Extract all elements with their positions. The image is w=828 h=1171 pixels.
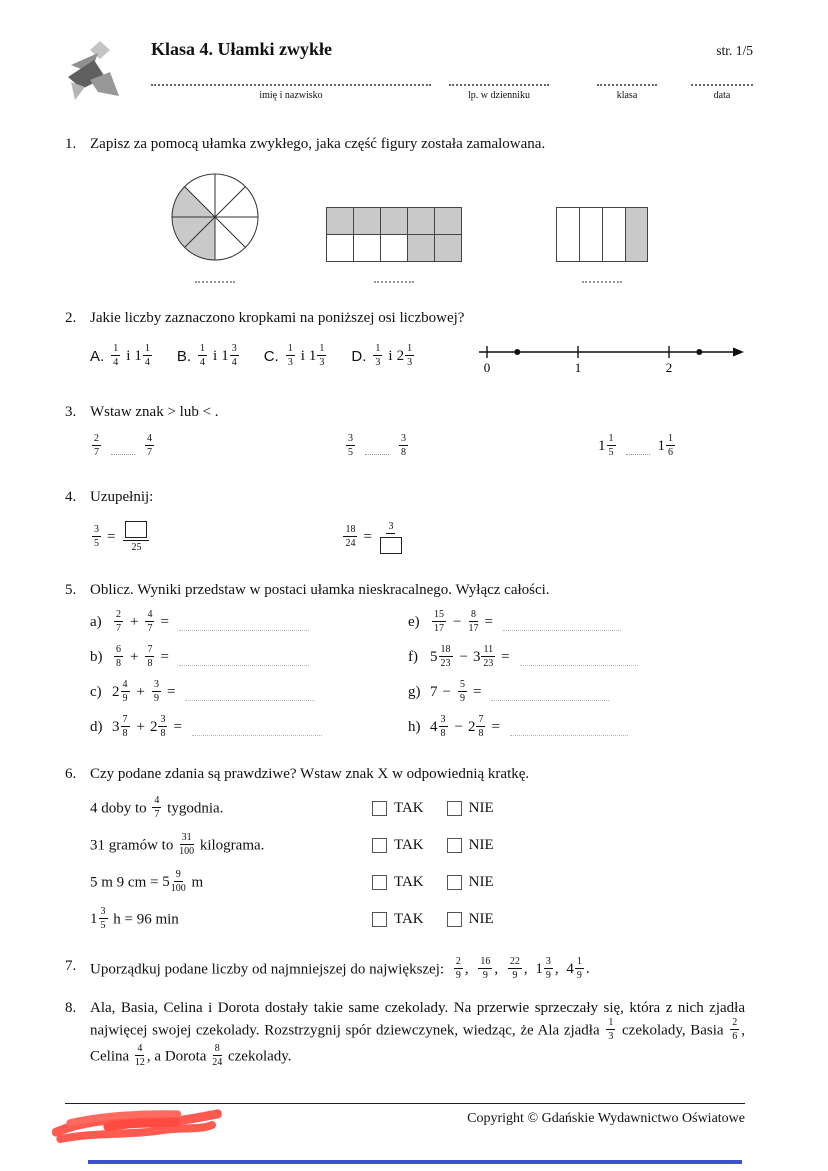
operator: − — [459, 649, 468, 666]
mixed-number: 1 $\frac{1}{3}$ — [308, 342, 325, 368]
journal-field-label: lp. w dzienniku — [468, 90, 530, 102]
tak-checkbox[interactable] — [372, 912, 387, 927]
nie-label: NIE — [468, 910, 494, 927]
fraction: $\frac{2}{9}$ — [455, 955, 461, 981]
answer-options — [90, 344, 416, 370]
exercise-h: h) 4 $\frac{3}{8}$ − 2 $\frac{7}{8}$ = — [408, 715, 726, 741]
number-item: 1 $\frac{3}{9}$ , — [535, 955, 559, 981]
fraction: $\frac{5}{9}$ — [459, 679, 465, 704]
nie-checkbox[interactable] — [447, 838, 462, 853]
question-8-number: 8. — [65, 999, 77, 1016]
fraction: $\frac{1}{3}$ — [608, 1017, 614, 1043]
dot-two-and-one-third — [696, 349, 702, 355]
equals-sign: = — [173, 719, 182, 736]
exercise-e: e) $\frac{15}{17}$ − $\frac{8}{17}$ = — [408, 610, 726, 636]
fraction: $\frac{3}{5}$ — [348, 433, 353, 458]
statement-text: 1 $\frac{3}{5}$ h = 96 min — [90, 905, 179, 931]
tick-label-2: 2 — [665, 359, 673, 375]
number-item: $\frac{2}{9}$ , — [455, 955, 469, 981]
student-fields — [151, 77, 753, 102]
name-field — [151, 77, 431, 102]
date-field — [691, 77, 753, 102]
option-c-label: C. — [263, 347, 279, 365]
mixed-number: 3 $\frac{7}{8}$ — [112, 714, 128, 739]
question-5-number: 5. — [65, 581, 77, 598]
answer-line[interactable] — [179, 665, 309, 666]
tak-checkbox[interactable] — [372, 838, 387, 853]
option-b-label: B. — [176, 347, 192, 365]
tick-label-0: 0 — [483, 359, 491, 375]
statement-text: 4 doby to $\frac{4}{7}$ tygodnia. — [90, 794, 224, 820]
nie-checkbox[interactable] — [447, 801, 462, 816]
operator: − — [454, 719, 463, 736]
operator: − — [442, 684, 451, 701]
question-3-number: 3. — [65, 403, 77, 420]
option-a-label: A. — [90, 347, 105, 365]
statement-text: 31 gramów to $\frac{31}{100}$ kilograma. — [90, 831, 265, 857]
complete-fractions-row — [90, 522, 745, 555]
question-4-number: 4. — [65, 489, 77, 505]
bottom-blue-bar — [88, 1160, 742, 1164]
answer-slot[interactable] — [626, 451, 650, 455]
fraction: $\frac{31}{100}$ — [179, 831, 195, 857]
worksheet-title: Klasa 4. Ułamki zwykłe — [151, 39, 333, 59]
nie-option — [447, 836, 494, 856]
equals-sign: = — [107, 529, 116, 546]
mixed-number: 1 $\frac{1}{6}$ — [657, 433, 673, 458]
answer-line[interactable] — [179, 630, 309, 631]
redaction-scribble — [52, 1104, 223, 1148]
mixed-number: 5 $\frac{18}{23}$ — [430, 644, 451, 669]
exercise-f: f) 5 $\frac{18}{23}$ − 3 $\frac{11}{23}$ = — [408, 645, 726, 671]
complete-fraction-1 — [90, 522, 151, 555]
question-8-text: Ala, Basia, Celina i Dorota dostały takie same czekolady. Na przerwie sprzeczały się, która z nich zjadła najwięcej swojej czekolady. Rozstrzygnij spór dziewczynek, wiedząc, że Ala zjadła $\frac{1}{3}$ czekolady, Basia $\frac{2}{6}$ , Celina $\frac{4}{12}$ , a Dorota $\frac{8}{24}$ czekolady. — [90, 999, 746, 1069]
fraction: $\frac{4}{7}$ — [154, 794, 160, 820]
question-7-number: 7. — [65, 957, 77, 974]
fraction: $\frac{2}{7}$ — [116, 609, 121, 634]
question-2-number: 2. — [65, 310, 77, 326]
figure-strips — [556, 207, 648, 283]
mixed-number: 1 $\frac{3}{5}$ — [90, 905, 106, 931]
answer-line[interactable] — [510, 735, 628, 736]
question-6 — [65, 765, 745, 933]
fraction: $\frac{4}{12}$ — [134, 1043, 145, 1069]
question-8 — [65, 999, 745, 1071]
question-4-text: Uzupełnij: — [90, 489, 154, 505]
comparison-pair-1 — [90, 434, 156, 460]
mixed-number: 2 $\frac{3}{8}$ — [149, 714, 166, 739]
exercise-g: g) 7 − $\frac{5}{9}$ = — [408, 680, 726, 706]
figure-grid — [326, 207, 462, 283]
class-field-label: klasa — [616, 90, 638, 102]
nie-label: NIE — [468, 799, 494, 816]
mixed-number: 1 $\frac{1}{5}$ — [598, 433, 614, 458]
gwo-logo — [65, 40, 125, 109]
equals-sign: = — [501, 649, 510, 666]
fraction: $\frac{3}{9}$ — [153, 679, 159, 704]
fraction: $\frac{8}{24}$ — [212, 1043, 223, 1069]
nie-label: NIE — [468, 836, 494, 853]
exercise-c: c) 2 $\frac{4}{9}$ + $\frac{3}{9}$ = — [90, 680, 408, 706]
question-7-text: Uporządkuj podane liczby od najmniejszej do największej: — [90, 960, 445, 977]
exercise-column-right — [408, 610, 726, 741]
nie-checkbox[interactable] — [447, 875, 462, 890]
tak-option — [372, 873, 424, 893]
class-input-line[interactable] — [597, 77, 657, 86]
question-1-figures — [90, 172, 745, 283]
comparison-row — [90, 434, 677, 460]
journal-number-field — [449, 77, 549, 102]
fraction: $\frac{1}{4}$ — [113, 342, 119, 368]
mixed-number: 1 $\frac{3}{4}$ — [221, 342, 237, 368]
option-b — [177, 344, 241, 370]
option-d — [351, 344, 416, 370]
mixed-number: 2 $\frac{7}{8}$ — [467, 714, 484, 739]
question-4 — [65, 488, 745, 555]
answer-line[interactable] — [491, 700, 609, 701]
equals-sign: = — [491, 719, 500, 736]
statement-row-3 — [90, 870, 745, 896]
date-input-line[interactable] — [691, 77, 753, 86]
question-2 — [65, 309, 745, 375]
conjunction: i — [300, 347, 305, 364]
statement-row-4 — [90, 907, 745, 933]
question-5 — [65, 581, 745, 742]
complete-fraction-2 — [341, 522, 403, 555]
operator: + — [130, 614, 139, 631]
fraction: $\frac{4}{7}$ — [147, 609, 153, 634]
whole-number: 7 — [430, 684, 438, 701]
number-item: $\frac{16}{9}$ , — [480, 955, 499, 981]
journal-input-line[interactable] — [449, 77, 549, 86]
tak-checkbox[interactable] — [372, 801, 387, 816]
question-7 — [65, 957, 745, 983]
mixed-number: 2 $\frac{4}{9}$ — [112, 679, 128, 704]
exercise-column-left — [90, 610, 408, 741]
answer-line[interactable] — [185, 700, 315, 701]
grid-figure — [326, 207, 462, 262]
nie-checkbox[interactable] — [447, 912, 462, 927]
tak-option — [372, 836, 424, 856]
number-item: 4 $\frac{1}{9}$ . — [566, 955, 590, 981]
statement-row-1 — [90, 796, 745, 822]
equals-sign: = — [363, 529, 372, 546]
question-1-number: 1. — [65, 135, 77, 152]
copyright-text: Copyright © Gdańskie Wydawnictwo Oświatowe — [467, 1111, 745, 1126]
name-field-label: imię i nazwisko — [259, 90, 323, 102]
footer-rule — [65, 1103, 745, 1104]
tak-label: TAK — [394, 873, 424, 890]
fraction: $\frac{2}{6}$ — [732, 1017, 738, 1043]
comparison-pair-3 — [598, 434, 677, 460]
exercise-b: b) $\frac{6}{8}$ + $\frac{7}{8}$ = — [90, 645, 408, 671]
fraction: $\frac{1}{3}$ — [287, 342, 293, 368]
conjunction: i — [126, 347, 131, 364]
name-input-line[interactable] — [151, 77, 431, 86]
fraction: $\frac{22}{9}$ — [509, 955, 520, 981]
comparison-pair-2 — [344, 434, 410, 460]
equals-sign: = — [484, 614, 493, 631]
mixed-number: 4 $\frac{1}{9}$ — [566, 955, 582, 981]
tak-option — [372, 910, 424, 930]
option-a — [90, 344, 154, 370]
answer-line[interactable] — [520, 665, 638, 666]
equals-sign: = — [160, 649, 169, 666]
number-item: $\frac{22}{9}$ , — [509, 955, 528, 981]
question-6-number: 6. — [65, 766, 77, 782]
mixed-number: 2 $\frac{1}{3}$ — [396, 342, 413, 368]
figure-circle — [170, 172, 260, 283]
fraction: $\frac{16}{9}$ — [480, 955, 491, 981]
mixed-number: 4 $\frac{3}{8}$ — [430, 714, 446, 739]
question-6-text: Czy podane zdania są prawdziwe? Wstaw znak X w odpowiednią kratkę. — [90, 766, 530, 782]
fraction-with-box: 3 — [380, 521, 402, 554]
tak-label: TAK — [394, 799, 424, 816]
fraction: $\frac{8}{17}$ — [468, 609, 479, 634]
fraction: $\frac{2}{7}$ — [94, 433, 99, 458]
nie-option — [447, 799, 494, 819]
pie-figure — [170, 172, 260, 262]
header-main — [151, 38, 753, 109]
number-line — [477, 339, 745, 375]
arrow-icon — [733, 347, 744, 356]
fraction: $\frac{1}{3}$ — [375, 342, 381, 368]
operator: + — [136, 719, 145, 736]
option-c — [264, 344, 329, 370]
statement-row-2 — [90, 833, 745, 859]
mixed-number: 1 $\frac{1}{4}$ — [134, 342, 150, 368]
answer-line[interactable] — [503, 630, 621, 631]
statement-text: 5 m 9 cm = 5 $\frac{9}{100}$ m — [90, 868, 204, 894]
tak-option — [372, 799, 424, 819]
answer-box[interactable] — [380, 537, 402, 554]
operator: + — [136, 684, 145, 701]
answer-line[interactable] — [195, 278, 235, 283]
tak-label: TAK — [394, 836, 424, 853]
nie-label: NIE — [468, 873, 494, 890]
page-number: str. 1/5 — [716, 43, 753, 58]
equals-sign: = — [166, 684, 176, 701]
tak-checkbox[interactable] — [372, 875, 387, 890]
strips-figure — [556, 207, 648, 262]
option-d-label: D. — [351, 347, 367, 365]
question-1 — [65, 135, 745, 284]
fraction: $\frac{18}{24}$ — [345, 524, 356, 549]
mixed-number: 1 $\frac{3}{9}$ — [535, 955, 551, 981]
tick-label-1: 1 — [574, 359, 582, 375]
question-3-text: Wstaw znak > lub < . — [90, 403, 219, 420]
answer-slot[interactable] — [111, 451, 135, 455]
fraction: $\frac{4}{7}$ — [147, 433, 152, 458]
fraction-with-box: 25 — [123, 521, 149, 554]
fraction: $\frac{3}{5}$ — [94, 524, 99, 549]
date-field-label: data — [713, 90, 731, 102]
equals-sign: = — [472, 684, 482, 701]
fraction: $\frac{3}{8}$ — [401, 433, 406, 458]
exercise-columns — [90, 610, 745, 741]
fraction: $\frac{1}{4}$ — [200, 342, 206, 368]
answer-slot[interactable] — [365, 451, 389, 455]
equals-sign: = — [160, 614, 169, 631]
class-field — [597, 77, 657, 102]
operator: − — [453, 614, 462, 631]
fraction: $\frac{15}{17}$ — [434, 609, 444, 634]
worksheet-header — [65, 38, 753, 109]
fraction: $\frac{6}{8}$ — [116, 644, 121, 669]
nie-option — [447, 910, 494, 930]
mixed-number: 5 $\frac{9}{100}$ — [162, 868, 186, 894]
answer-line[interactable] — [582, 278, 622, 283]
dot-one-third — [514, 349, 520, 355]
conjunction: i — [388, 347, 393, 364]
question-3 — [65, 403, 745, 461]
mixed-number: 3 $\frac{11}{23}$ — [472, 644, 494, 669]
question-7-text-line — [90, 957, 745, 983]
operator: + — [130, 649, 139, 666]
nie-option — [447, 873, 494, 893]
question-2-text: Jakie liczby zaznaczono kropkami na poniższej osi liczbowej? — [90, 310, 465, 326]
fraction: $\frac{7}{8}$ — [147, 644, 153, 669]
question-1-text: Zapisz za pomocą ułamka zwykłego, jaka część figury została zamalowana. — [90, 135, 546, 152]
exercise-a: a) $\frac{2}{7}$ + $\frac{4}{7}$ = — [90, 610, 408, 636]
answer-line[interactable] — [192, 735, 322, 736]
tak-label: TAK — [394, 910, 424, 927]
question-5-text: Oblicz. Wyniki przedstaw w postaci ułamka nieskracalnego. Wyłącz całości. — [90, 581, 550, 598]
gwo-logo-figure — [65, 40, 123, 102]
exercise-d: d) 3 $\frac{7}{8}$ + 2 $\frac{3}{8}$ = — [90, 715, 408, 741]
answer-line[interactable] — [374, 278, 414, 283]
answer-box[interactable] — [125, 521, 147, 538]
conjunction: i — [213, 347, 218, 364]
